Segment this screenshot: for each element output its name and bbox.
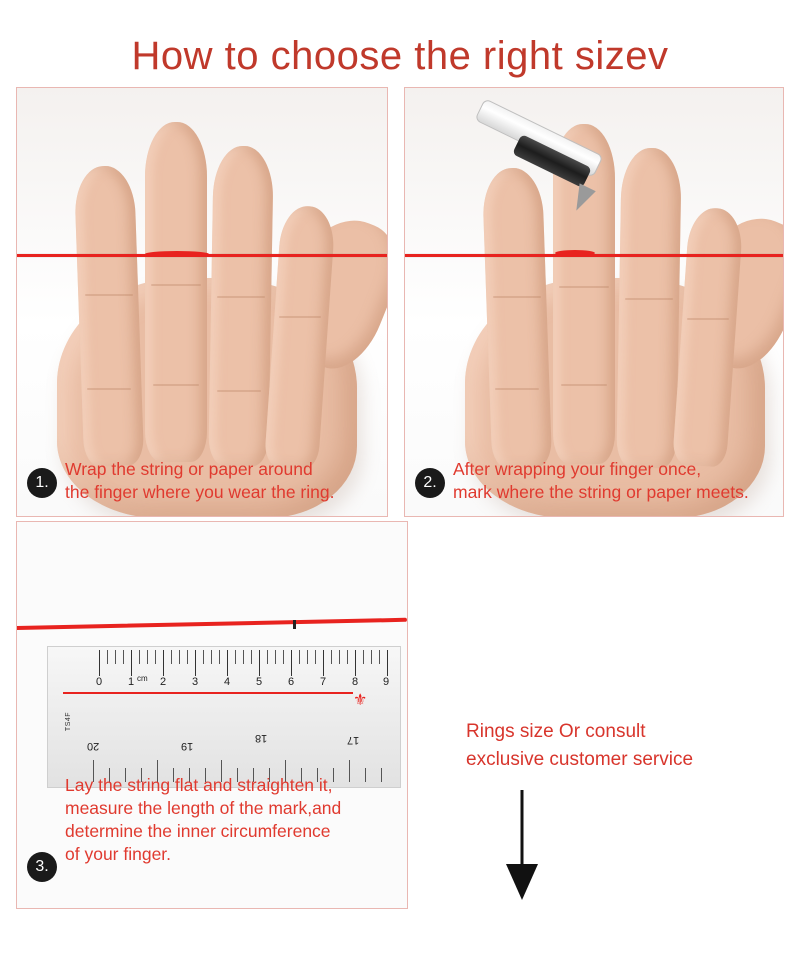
ruler-tick <box>347 650 348 664</box>
step-caption-2-line1: After wrapping your finger once, <box>453 459 702 479</box>
ruler-number-top: 7 <box>320 676 327 688</box>
ruler-tick <box>379 650 380 664</box>
index-finger-1 <box>74 165 144 467</box>
ruler-body <box>47 646 401 788</box>
ruler-tick <box>107 650 108 664</box>
step-badge-1: 1. <box>27 468 57 498</box>
string-mark <box>293 620 296 629</box>
step-caption-1 <box>65 458 377 504</box>
ruler-tick <box>139 650 140 664</box>
flattened-string <box>16 618 407 630</box>
ruler-number-top: 4 <box>224 676 231 688</box>
ruler-tick <box>355 650 356 676</box>
ruler-tick <box>251 650 252 664</box>
knuckle-crease <box>217 390 261 392</box>
ruler-tick <box>299 650 300 664</box>
measuring-string-2 <box>405 254 783 257</box>
ruler-number-top: 5 <box>256 676 263 688</box>
note-line-1: Rings size Or consult <box>466 721 646 742</box>
angel-stamp-icon: ⚜ <box>353 692 368 709</box>
knuckle-crease <box>85 294 133 296</box>
ruler-unit-label: cm <box>137 674 148 683</box>
step-panel-1 <box>16 87 388 517</box>
knuckle-crease <box>279 316 321 318</box>
ruler-tick <box>291 650 292 676</box>
step-panel-2 <box>404 87 784 517</box>
ruler-number-top: 8 <box>352 676 359 688</box>
knuckle-crease <box>151 284 201 286</box>
ruler-number-bottom: 20 <box>87 740 100 752</box>
ruler-tick <box>371 650 372 664</box>
step-caption-1-line2: the finger where you wear the ring. <box>65 482 335 503</box>
ruler-number-top: 1 <box>128 676 135 688</box>
ring-finger-1 <box>208 146 274 467</box>
ruler-tick <box>155 650 156 664</box>
ruler-number-bottom: 18 <box>255 732 268 744</box>
ruler-number-top: 2 <box>160 676 167 688</box>
ruler-tick <box>331 650 332 664</box>
step-caption-3-line1: Lay the string flat and straighten it, <box>65 775 333 795</box>
knuckle-crease <box>217 296 265 298</box>
hand-illustration-2 <box>405 88 783 516</box>
knuckle-crease <box>561 384 607 386</box>
knuckle-crease <box>559 286 609 288</box>
ruler-tick <box>219 650 220 664</box>
ruler-tick <box>211 650 212 664</box>
ruler-tick <box>235 650 236 664</box>
hand-illustration-1 <box>17 88 387 516</box>
knuckle-crease <box>493 296 541 298</box>
step-caption-2-line2: mark where the string or paper meets. <box>453 482 749 503</box>
ruler-tick <box>187 650 188 664</box>
step-badge-3: 3. <box>27 852 57 882</box>
note-line-2: exclusive customer service <box>466 748 694 770</box>
ruler-number-bottom: 19 <box>181 740 194 752</box>
ruler-tick <box>123 650 124 664</box>
ruler-tick <box>259 650 260 676</box>
ruler-tick <box>387 650 388 676</box>
step-caption-3 <box>65 774 397 866</box>
ruler-tick <box>283 650 284 664</box>
ruler-tick <box>227 650 228 676</box>
ruler-tick <box>275 650 276 664</box>
ruler-number-bottom: 17 <box>347 734 360 746</box>
ruler-number-top: 6 <box>288 676 295 688</box>
knuckle-crease <box>687 318 729 320</box>
middle-finger-1 <box>145 122 207 462</box>
step-caption-3-line4: of your finger. <box>65 844 172 865</box>
step-caption-3-line3: determine the inner circumference <box>65 821 331 842</box>
page-title: How to choose the right sizev <box>131 34 669 78</box>
ruler-tick <box>203 650 204 664</box>
knuckle-crease <box>495 388 539 390</box>
ruler-tick <box>339 650 340 664</box>
ruler-tick <box>315 650 316 664</box>
knuckle-crease <box>87 388 131 390</box>
ruler-tick <box>131 650 132 676</box>
ruler-tick <box>179 650 180 664</box>
ruler-tick <box>163 650 164 676</box>
ruler-red-guide-line <box>63 692 353 694</box>
ruler-tick <box>323 650 324 676</box>
ruler-tick <box>267 650 268 664</box>
ring-finger-2 <box>616 148 682 469</box>
ruler-tick <box>195 650 196 676</box>
customer-service-note <box>466 718 766 773</box>
ruler-tick <box>307 650 308 664</box>
string-bump <box>145 251 209 257</box>
ruler-tick <box>115 650 116 664</box>
knuckle-crease <box>153 384 199 386</box>
ruler-number-top: 9 <box>383 676 390 688</box>
ruler-number-top: 0 <box>96 676 103 688</box>
knuckle-crease <box>625 298 673 300</box>
step-badge-2: 2. <box>415 468 445 498</box>
step-panel-3 <box>16 521 408 909</box>
ruler-tick <box>171 650 172 664</box>
ruler-tick <box>147 650 148 664</box>
ruler-tick <box>99 650 100 676</box>
index-finger-2 <box>482 167 552 469</box>
step-caption-1-line1: Wrap the string or paper around <box>65 459 313 479</box>
down-arrow-icon <box>500 790 560 906</box>
ruler-tick <box>243 650 244 664</box>
string-mark-point <box>555 250 595 256</box>
ruler-number-top: 3 <box>192 676 199 688</box>
step-caption-2 <box>453 458 773 504</box>
down-arrow-svg <box>500 790 560 906</box>
step-caption-3-line2: measure the length of the mark,and <box>65 798 342 819</box>
ruler-brand-label: TS4F <box>65 711 73 732</box>
ruler-tick <box>363 650 364 664</box>
